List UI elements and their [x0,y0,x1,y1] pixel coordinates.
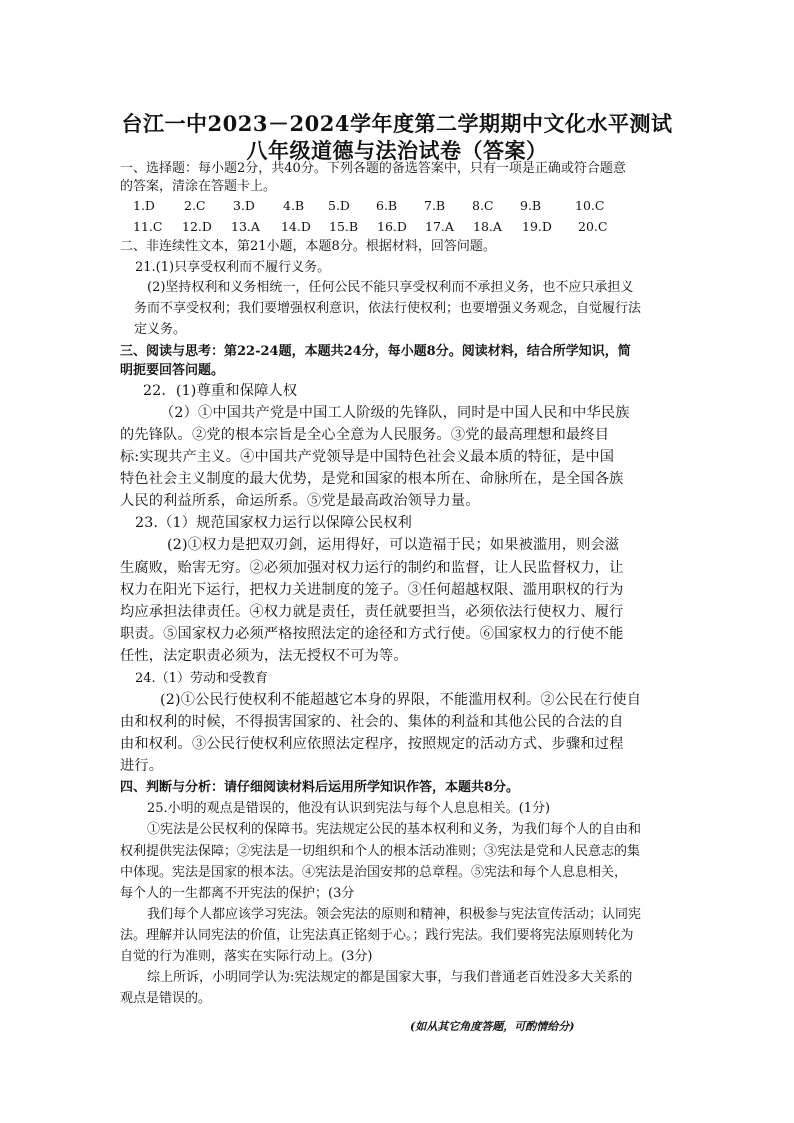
q25-line: 法。理解并认同宪法的价值，让宪法真正铭刻于心。；践行宪法。我们要将宪法原则转化为 [120,928,634,943]
answer-item: 15.B [329,219,359,234]
q22-part2-line: 特色社会主义制度的最大优势，是党和国家的根本所在、命脉所在，是全国各族 [120,471,624,487]
section3-heading: 三、阅读与思考：第22-24题，本题共24分，每小题8分。阅读材料，结合所学知识，简 [120,344,631,359]
q25-line: 综上所诉，小明同学认为:宪法规定的都是国家大事，与我们普通老百姓没多大关系的 [147,970,633,985]
page-subtitle: 八年级道德与法治试卷（答案） [246,138,548,163]
q23-part2-line: 生腐败，贻害无穷。②必须加强对权力运行的制约和监督，让人民监督权力，让 [120,560,624,576]
answer-item: 17.A [425,219,454,234]
q25-line: 我们每个人都应该学习宪法。领会宪法的原则和精神，积极参与宪法宣传活动；认同宪 [147,907,642,922]
q23-part2-line: (2)①权力是把双刃剑，运用得好，可以造福于民；如果被滥用，则会滋 [167,537,620,553]
q23-part2-line: 职责。⑤国家权力必须严格按照法定的途径和方式行使。⑥国家权力的行使不能 [120,626,624,642]
q23-part2-line: 权力在阳光下运行，把权力关进制度的笼子。③任何超越权限、滥用职权的行为 [120,582,624,598]
q22-part2-line: 人民的利益所系，命运所系。⑤党是最高政治领导力量。 [120,493,480,509]
answer-item: 18.A [473,219,502,234]
q25-line: 25.小明的观点是错误的，他没有认识到宪法与每个人息息相关。(1分) [147,801,551,816]
q25-line: 权利提供宪法保障；②宪法是一切组织和个人的根本活动准则；③宪法是党和人民意志的集 [120,844,641,859]
answer-item: 11.C [133,219,163,234]
q24-part2-line: 由和权利。③公民行使权利应依照法定程序，按照规定的活动方式、步骤和过程 [120,736,624,752]
q25-line: 观点是错误的。 [120,991,212,1006]
answer-item: 20.C [578,219,608,234]
q21-part2-line: (2)坚持权利和义务相统一，任何公民不能只享受权利而不承担义务，也不应只承担义 [147,280,634,295]
answer-item: 5.D [328,198,350,213]
section3-heading-cont: 明扼要回答问题。 [120,363,225,378]
answer-item: 19.D [522,219,552,234]
section1-heading: 一、选择题：每小题2分，共40分。下列各题的备选答案中，只有一项是正确或符合题意 [120,161,626,176]
q24-part2-line: 由和权利的时候，不得损害国家的、社会的、集体的利益和其他公民的合法的自 [120,714,624,730]
section1-heading-cont: 的答案，清涂在答题卡上。 [120,179,277,194]
q22-part2-line: 的先锋队。②党的根本宗旨是全心全意为人民服务。③党的最高理想和最终目 [120,427,610,443]
q24-part1: 24.（1）劳动和受教育 [135,671,268,686]
q25-line: 每个人的一生都离不开宪法的保护；(3分 [120,886,355,901]
answer-item: 4.B [283,198,305,213]
answer-item: 3.D [233,198,255,213]
answer-item: 6.B [376,198,398,213]
answer-item: 13.A [231,219,260,234]
q24-part2-line: (2)①公民行使权利不能超越它本身的界限，不能滥用权利。②公民在行使自 [160,692,642,708]
q23-part2-line: 均应承担法律责任。④权力就是责任，责任就要担当，必须依法行使权力、履行 [120,604,624,620]
q21-part2-line: 务而不享受权利；我们要增强权利意识，依法行使权利；也要增强义务观念，自觉履行法 [134,301,642,316]
page-title: 台江一中2023－2024学年度第二学期期中文化水平测试 [121,111,673,136]
answer-item: 16.D [377,219,407,234]
q21-part1: 21.(1)只享受权利而不履行义务。 [135,260,331,275]
q22-part2-line: （2）①中国共产党是中国工人阶级的先锋队，同时是中国人民和中华民族 [160,405,630,421]
section4-heading: 四、判断与分析：请仔细阅读材料后运用所学知识作答，本题共8分。 [120,780,520,795]
answer-item: 9.B [520,198,542,213]
q23-part2-line: 任性，法定职责必须为，法无授权不可为等。 [120,648,408,664]
answer-item: 10.C [575,198,605,213]
section2-heading: 二、非连续性文本，第21小题，本题8分。根据材料，回答问题。 [120,239,496,254]
q23-part1: 23.（1）规范国家权力运行以保障公民权利 [135,515,412,531]
q24-part2-line: 进行。 [120,758,164,774]
q21-part2-line: 定义务。 [134,322,187,337]
q22-part2-line: 标:实现共产主义。④中国共产党领导是中国特色社会义最本质的特征，是中国 [120,449,615,465]
answer-item: 12.D [182,219,212,234]
answer-item: 1.D [133,198,155,213]
q25-line: 自觉的行为准则，落实在实际行动上。(3分) [120,949,373,964]
answer-item: 8.C [472,198,494,213]
answer-item: 7.B [424,198,446,213]
q22-part1: 22．(1)尊重和保障人权 [143,383,298,399]
grading-note: (如从其它角度答题，可酌情给分) [410,1020,575,1033]
answer-item: 14.D [281,219,311,234]
q25-line: 中体现。宪法是国家的根本法。④宪法是治国安邦的总章程。⑤宪法和每个人息息相关， [120,865,628,880]
answer-item: 2.C [184,198,206,213]
q25-line: ①宪法是公民权利的保障书。宪法规定公民的基本权利和义务，为我们每个人的自由和 [147,822,642,837]
